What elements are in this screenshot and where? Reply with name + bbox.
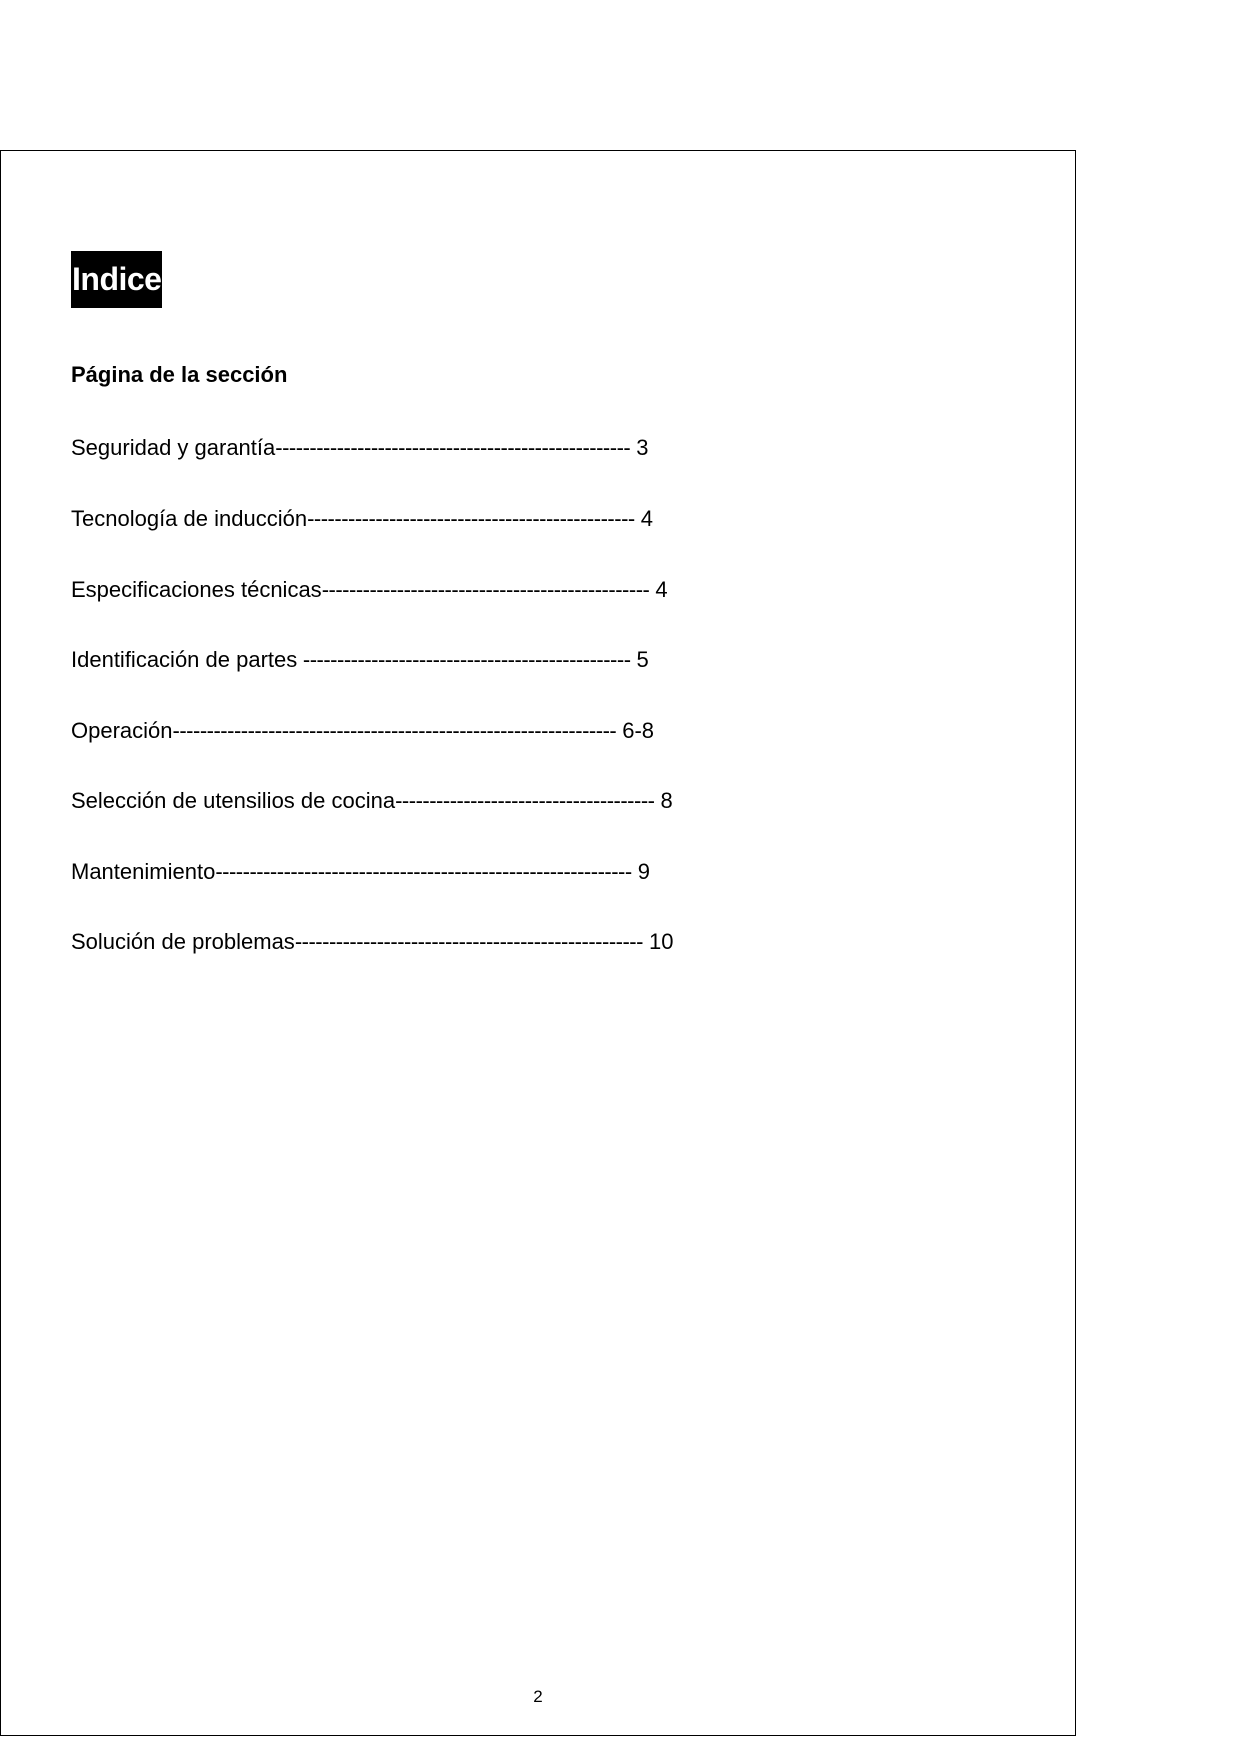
toc-entry-label: Solución de problemas [71, 929, 295, 954]
toc-entry [71, 787, 673, 815]
toc-entry-page: 10 [648, 929, 674, 954]
toc-entry-label: Operación [71, 718, 173, 743]
toc-entry-page: 4 [640, 506, 653, 531]
toc-entry-leader: ------------------------------------------------------------- [215, 859, 632, 884]
toc-entry-label: Identificación de partes [71, 647, 298, 672]
toc-entry-page: 5 [636, 647, 649, 672]
toc-entry-page: 8 [660, 788, 673, 813]
toc-entry [71, 858, 650, 886]
toc-entry-leader: --------------------------------------------------- [294, 929, 643, 954]
toc-entry-page: 9 [637, 859, 650, 884]
toc-entry-leader: ------------------------------------------------ [307, 506, 635, 531]
toc-entry [71, 928, 673, 956]
toc-entry-page: 4 [655, 577, 668, 602]
toc-entry [71, 646, 649, 674]
section-header: Página de la sección [71, 362, 288, 387]
toc-entry-label: Seguridad y garantía [71, 435, 276, 460]
toc-entry-leader: ------------------------------------------------ [297, 647, 631, 672]
page-number: 2 [533, 1687, 543, 1706]
toc-entry-page: 6-8 [622, 718, 655, 743]
toc-entry-leader: ---------------------------------------------------- [275, 435, 631, 460]
toc-entry-label: Mantenimiento [71, 859, 216, 884]
page-title: Indice [71, 251, 162, 308]
toc-entry-leader: ------------------------------------------------ [321, 577, 650, 602]
toc-entry-page: 3 [636, 435, 649, 460]
toc-entry-label: Especificaciones técnicas [71, 577, 322, 602]
toc-entry-leader: -------------------------------------- [395, 788, 655, 813]
toc-entry-label: Tecnología de inducción [71, 506, 308, 531]
toc-entry-leader: ----------------------------------------------------------------- [172, 718, 617, 743]
toc-entry-label: Selección de utensilios de cocina [71, 788, 396, 813]
toc-entry [71, 434, 648, 462]
toc-entry [71, 576, 668, 604]
toc-entry [71, 717, 654, 745]
toc-entry [71, 505, 653, 533]
